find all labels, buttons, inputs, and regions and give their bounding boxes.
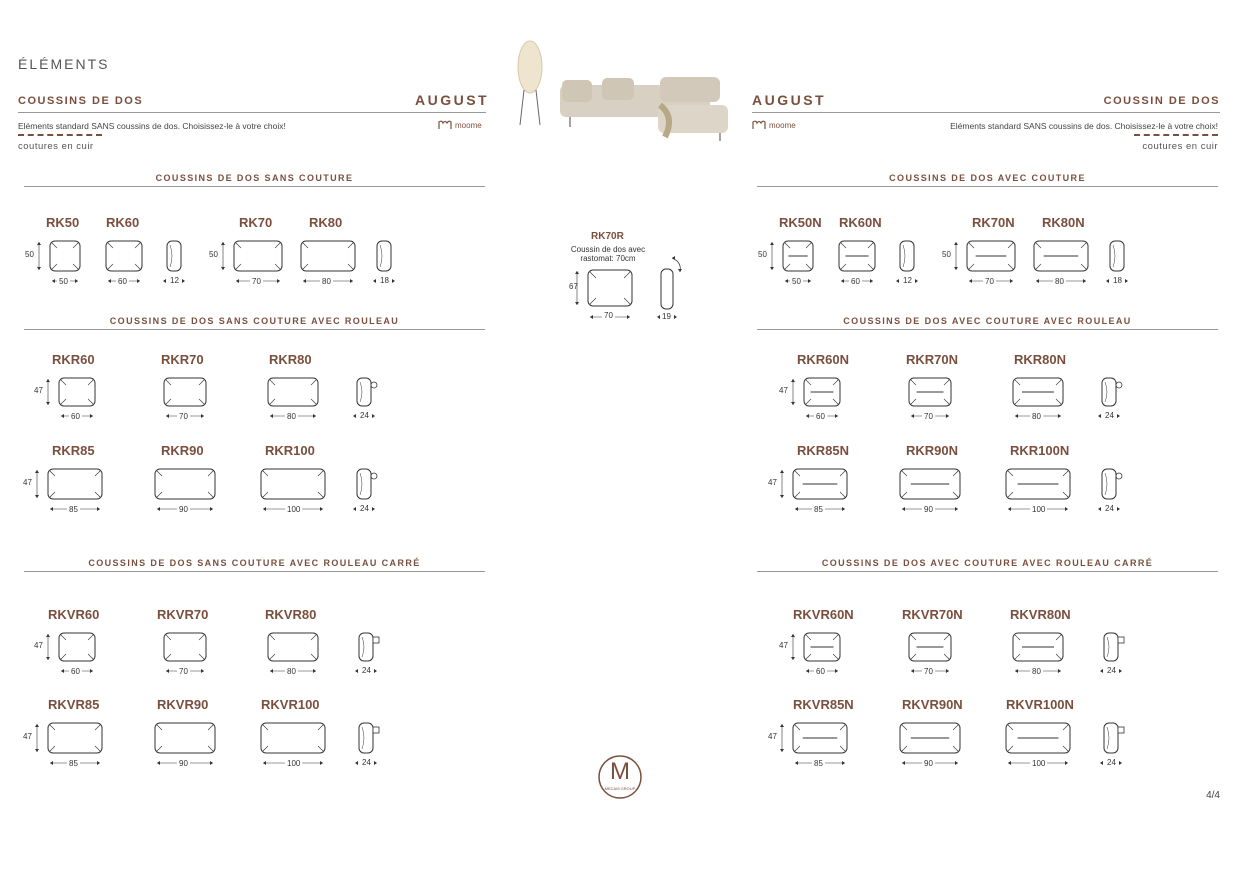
left-heading: COUSSINS DE DOS (18, 95, 144, 107)
divider (752, 112, 1220, 113)
width-label: 80 (287, 667, 296, 676)
width-label: 70 (604, 311, 613, 320)
divider (24, 571, 485, 572)
cushion-code: RKR70N (906, 352, 959, 367)
left-brand: AUGUST (415, 92, 490, 108)
divider (18, 112, 486, 113)
cushion-code: RK80N (1042, 215, 1085, 230)
width-label: 100 (1032, 759, 1046, 768)
height-label: 47 (34, 386, 43, 395)
height-arrow (34, 469, 40, 499)
height-arrow (220, 241, 226, 271)
height-arrow (790, 378, 796, 406)
cushion-code: RKVR85 (48, 697, 100, 712)
height-label: 47 (34, 641, 43, 650)
left-note: Eléments standard SANS coussins de dos. Choisissez-le à votre choix! (18, 121, 286, 131)
height-label: 50 (25, 250, 34, 259)
depth-label: 24 (360, 411, 369, 420)
cushion-code: RKVR80N (1010, 607, 1071, 622)
cushion-code: RKVR80 (265, 607, 317, 622)
width-label: 70 (985, 277, 994, 286)
cushion-code: RKR60 (52, 352, 95, 367)
left-leather-label: coutures en cuir (18, 141, 94, 152)
depth-label: 24 (1107, 666, 1116, 675)
width-label: 50 (792, 277, 801, 286)
height-label: 47 (779, 641, 788, 650)
left-moome-logo (438, 120, 482, 130)
sofa-photo (510, 45, 740, 145)
width-label: 100 (287, 505, 301, 514)
section-title: COUSSINS DE DOS SANS COUTURE AVEC ROULEAU (109, 316, 400, 326)
depth-label: 24 (360, 504, 369, 513)
width-label: 60 (816, 412, 825, 421)
width-label: 100 (1032, 505, 1046, 514)
cushion-code: RKR100 (265, 443, 315, 458)
depth-label: 12 (903, 276, 912, 285)
width-label: 80 (287, 412, 296, 421)
width-label: 80 (1032, 412, 1041, 421)
height-arrow (779, 469, 785, 499)
cushion-code: RK60N (839, 215, 882, 230)
height-label: 50 (209, 250, 218, 259)
height-label: 47 (768, 732, 777, 741)
cushion-code: RKVR85N (793, 697, 854, 712)
cushion-description: Coussin de dos avec (570, 245, 646, 254)
divider (757, 571, 1218, 572)
height-arrow (769, 241, 775, 271)
height-label: 47 (23, 732, 32, 741)
moome-icon (438, 120, 452, 130)
width-label: 70 (924, 667, 933, 676)
page-title: ÉLÉMENTS (18, 56, 110, 72)
width-label: 85 (69, 759, 78, 768)
width-label: 80 (322, 277, 331, 286)
divider (757, 329, 1218, 330)
section-title: COUSSINS DE DOS AVEC COUTURE (889, 173, 1086, 183)
width-label: 50 (59, 277, 68, 286)
section-title: COUSSINS DE DOS SANS COUTURE (155, 173, 354, 183)
mecam-logo-text: MECAM GROUP (604, 786, 636, 791)
moome-text: moome (769, 120, 796, 130)
width-label: 60 (816, 667, 825, 676)
depth-label: 24 (1105, 504, 1114, 513)
right-note: Eléments standard SANS coussins de dos. Choisissez-le à votre choix! (950, 121, 1218, 131)
depth-label: 24 (1105, 411, 1114, 420)
width-label: 80 (1055, 277, 1064, 286)
cushion-code: RKVR60N (793, 607, 854, 622)
height-label: 47 (768, 478, 777, 487)
width-label: 60 (71, 412, 80, 421)
height-arrow (45, 378, 51, 406)
cushion-code: RKR90 (161, 443, 204, 458)
width-label: 90 (179, 759, 188, 768)
page-number: 4/4 (1206, 790, 1220, 801)
height-label: 50 (758, 250, 767, 259)
right-brand: AUGUST (752, 92, 827, 108)
width-label: 70 (179, 412, 188, 421)
cushion-code: RKR80 (269, 352, 312, 367)
cushion-code: RKVR90N (902, 697, 963, 712)
height-arrow (779, 723, 785, 753)
width-label: 60 (118, 277, 127, 286)
depth-label: 24 (362, 758, 371, 767)
divider (757, 186, 1218, 187)
cushion-code: RKVR100N (1006, 697, 1074, 712)
width-label: 90 (924, 759, 933, 768)
cushion-code: RKR85 (52, 443, 95, 458)
width-label: 90 (179, 505, 188, 514)
right-heading: COUSSIN DE DOS (1103, 95, 1220, 107)
cushion-code: RKR80N (1014, 352, 1067, 367)
cushion-code: RK70N (972, 215, 1015, 230)
width-label: 85 (814, 759, 823, 768)
depth-label: 18 (380, 276, 389, 285)
cushion-code: RKR85N (797, 443, 850, 458)
width-label: 90 (924, 505, 933, 514)
cushion-code: RKVR70 (157, 607, 209, 622)
cushion-code: RK60 (106, 215, 140, 230)
cushion-code: RK80 (309, 215, 343, 230)
divider (24, 186, 485, 187)
width-label: 60 (851, 277, 860, 286)
height-arrow (790, 633, 796, 661)
width-label: 80 (1032, 667, 1041, 676)
cushion-code: RK70 (239, 215, 273, 230)
height-label: 47 (23, 478, 32, 487)
cushion-code: RKVR90 (157, 697, 209, 712)
height-label: 47 (779, 386, 788, 395)
cushion-code: RKR90N (906, 443, 959, 458)
moome-text: moome (455, 120, 482, 130)
depth-label: 24 (1107, 758, 1116, 767)
width-label: 70 (252, 277, 261, 286)
cushion-code: RKVR100 (261, 697, 320, 712)
moome-icon (752, 120, 766, 130)
height-arrow (45, 633, 51, 661)
width-label: 85 (814, 505, 823, 514)
width-label: 70 (179, 667, 188, 676)
right-leather-label: coutures en cuir (1142, 141, 1218, 152)
height-arrow (34, 723, 40, 753)
cushion-code: RKR70 (161, 352, 204, 367)
section-title: COUSSINS DE DOS SANS COUTURE AVEC ROULEAU CARRÉ (88, 558, 421, 568)
section-title: COUSSINS DE DOS AVEC COUTURE AVEC ROULEAU (843, 316, 1132, 326)
depth-label: 18 (1113, 276, 1122, 285)
cushion-code: RKR100N (1010, 443, 1070, 458)
height-label: 67 (569, 282, 578, 291)
cushion-description: rastomat: 70cm (580, 254, 636, 263)
cushion-code: RK50N (779, 215, 822, 230)
depth-label: 12 (170, 276, 179, 285)
depth-label: 24 (362, 666, 371, 675)
width-label: 70 (924, 412, 933, 421)
mecam-logo-letter: M (610, 758, 630, 785)
width-label: 85 (69, 505, 78, 514)
section-title: COUSSINS DE DOS AVEC COUTURE AVEC ROULEAU CARRÉ (821, 558, 1154, 568)
depth-label: 19 (662, 312, 671, 321)
cushion-code: RKVR70N (902, 607, 963, 622)
right-moome-logo (752, 120, 796, 130)
leather-stitch-sample (18, 134, 102, 136)
height-arrow (36, 241, 42, 271)
height-label: 50 (942, 250, 951, 259)
cushion-code: RKR60N (797, 352, 850, 367)
leather-stitch-sample (1134, 134, 1218, 136)
width-label: 100 (287, 759, 301, 768)
width-label: 60 (71, 667, 80, 676)
divider (24, 329, 485, 330)
cushion-code: RK70R (591, 231, 624, 242)
cushion-code: RKVR60 (48, 607, 100, 622)
height-arrow (953, 241, 959, 271)
cushion-code: RK50 (46, 215, 80, 230)
